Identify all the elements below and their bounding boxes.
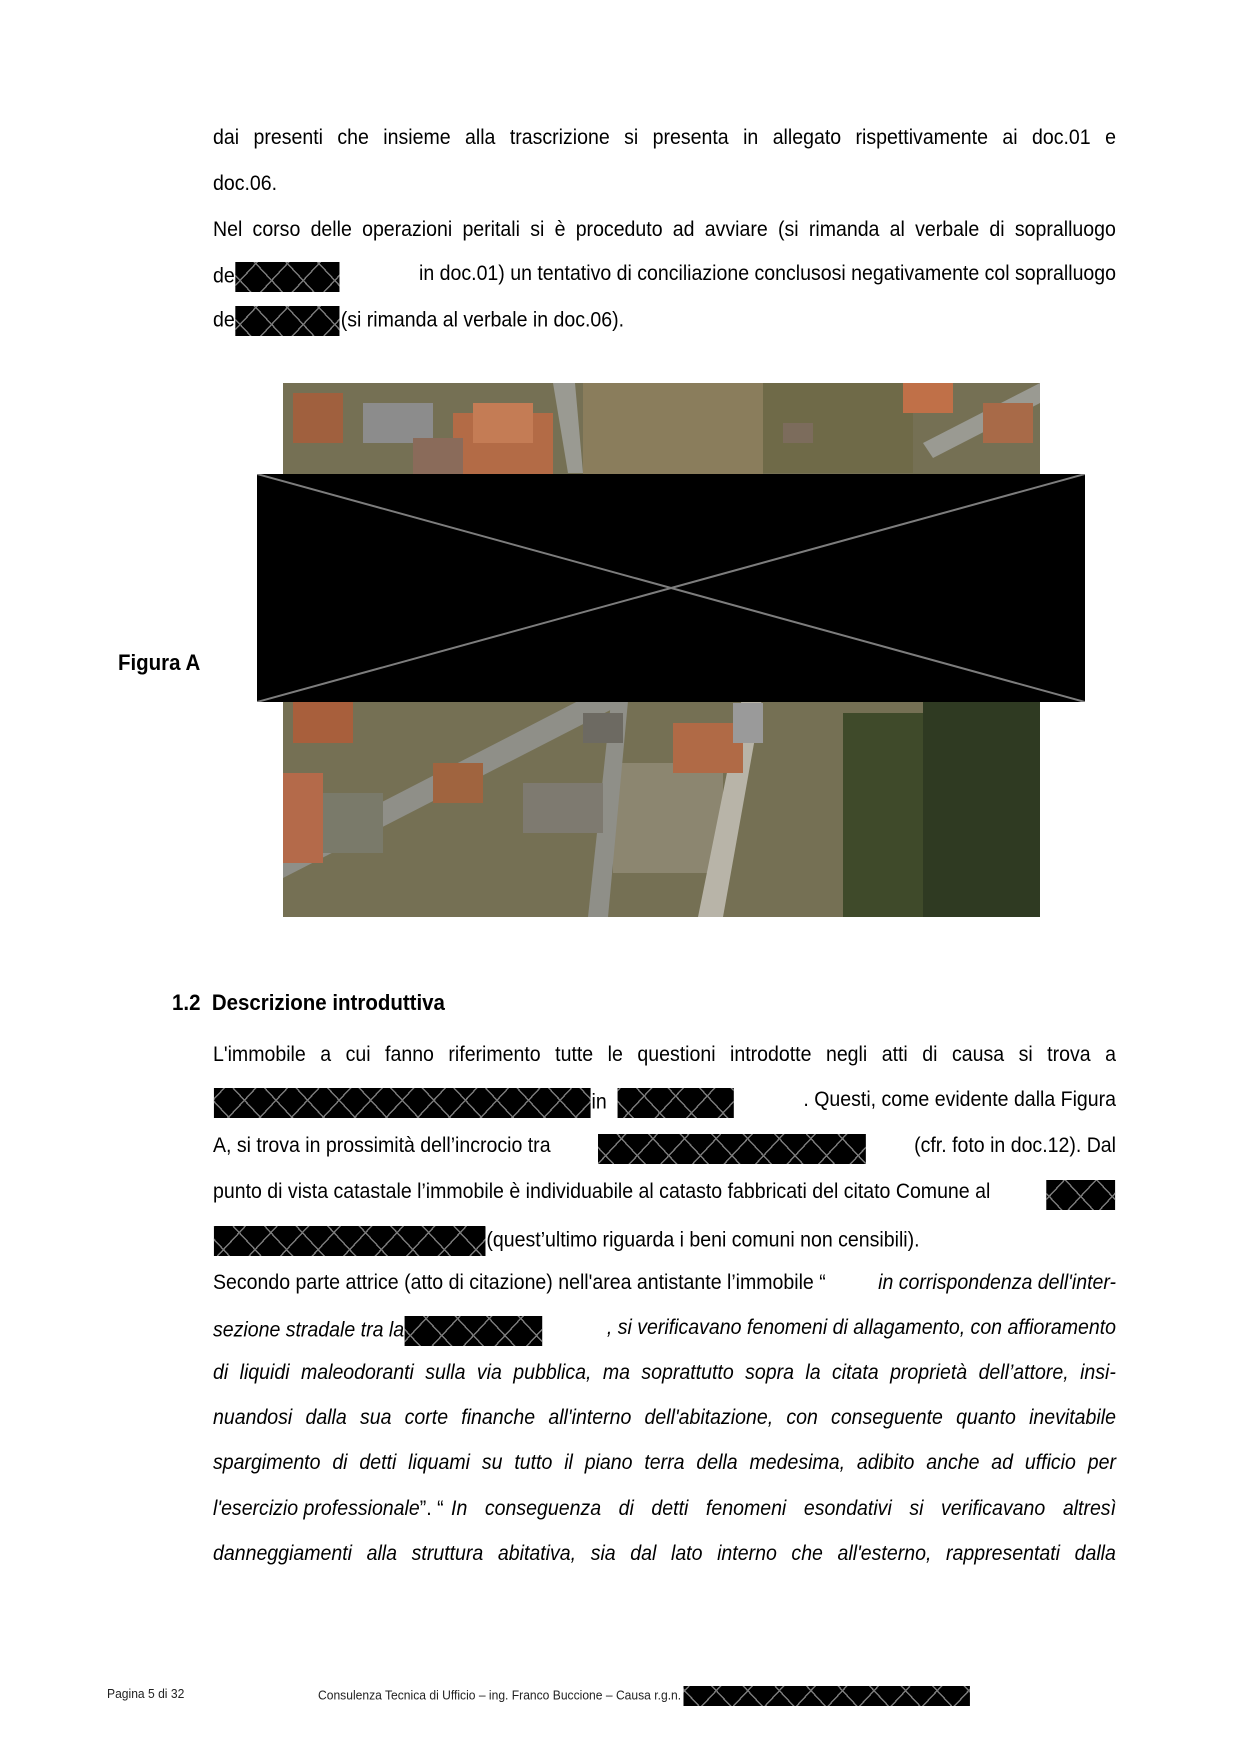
footer-title-text: Consulenza Tecnica di Ufficio – ing. Franco Buccione – Causa r.g.n. (318, 1687, 682, 1703)
word: finanche (461, 1406, 536, 1429)
word: piano (584, 1451, 633, 1474)
word: ai (1002, 126, 1018, 149)
word: anche (926, 1451, 980, 1474)
word: a (320, 1043, 332, 1066)
word: insieme (383, 126, 451, 149)
word: sopralluogo (1014, 218, 1116, 241)
figure-label: Figura A (118, 650, 201, 675)
redaction-block (598, 1134, 866, 1164)
redaction-block (214, 1226, 486, 1256)
text-fragment: , si verificavano fenomeni di allagamento, con affioramento (606, 1316, 1117, 1339)
word: L'immobile (213, 1043, 306, 1066)
body-line-8 (213, 1361, 1116, 1385)
word: si (530, 218, 545, 241)
redaction-block (684, 1686, 970, 1706)
body-line-1 (213, 1043, 1116, 1067)
word: ad (672, 218, 695, 241)
word: esondativi (803, 1497, 892, 1520)
word: corte (404, 1406, 449, 1429)
word: adibito (856, 1451, 915, 1474)
intro-line-4 (213, 262, 1116, 292)
word: rimanda (808, 218, 880, 241)
word: con (786, 1406, 818, 1429)
word: all'interno (548, 1406, 632, 1429)
word: conseguenza (484, 1497, 602, 1520)
word: altresì (1062, 1497, 1117, 1520)
word: alla (366, 1542, 398, 1565)
redaction-cross (257, 474, 1085, 702)
text-fragment: (cfr. foto in doc.12). Dal (914, 1134, 1117, 1157)
word: lato (670, 1542, 703, 1565)
intro-line-2: doc.06. (213, 172, 278, 195)
word: di (213, 1361, 229, 1384)
word: ad (991, 1451, 1014, 1474)
word: in (743, 126, 759, 149)
word: abitativa, (497, 1542, 577, 1565)
word: introdotte (730, 1043, 812, 1066)
word: a (1105, 1043, 1116, 1066)
intro-line-1 (213, 126, 1116, 150)
word: operazioni (362, 218, 453, 241)
word: di (922, 1043, 938, 1066)
word: nuandosi (213, 1406, 293, 1429)
word: causa (951, 1043, 1005, 1066)
word: all'esterno, (837, 1542, 932, 1565)
word: è (554, 218, 566, 241)
word: verbale (915, 218, 980, 241)
word: sopra (745, 1361, 794, 1384)
word: al (889, 218, 905, 241)
word: su (481, 1451, 503, 1474)
redaction-box (257, 474, 1085, 702)
word: dai (213, 126, 240, 149)
section-number: 1.2 (172, 990, 201, 1015)
word: allegato (772, 126, 842, 149)
word: rispettivamente (855, 126, 988, 149)
word: spargimento (213, 1451, 321, 1474)
word: che (337, 126, 369, 149)
redaction-block (214, 1088, 591, 1118)
word: si (1018, 1043, 1033, 1066)
text-fragment: de (213, 264, 235, 288)
word: presenta (652, 126, 729, 149)
word: tutto (514, 1451, 553, 1474)
body-line-2 (213, 1088, 1116, 1118)
text-fragment: Secondo parte attrice (atto di citazione) nell'area antistante l’immobile “ (213, 1271, 826, 1294)
word: si (624, 126, 639, 149)
body-line-4 (213, 1180, 1116, 1210)
word: che (791, 1542, 823, 1565)
text-fragment: punto di vista catastale l’immobile è individuabile al catasto fabbricati del citato Comune al (213, 1180, 991, 1203)
text-fragment: de (213, 308, 235, 332)
text-fragment: A, si trova in prossimità dell’incrocio tra (213, 1134, 551, 1157)
word: della (696, 1451, 738, 1474)
word: peritali (462, 218, 520, 241)
word: danneggiamenti (213, 1542, 352, 1565)
text-fragment: (si rimanda al verbale in doc.06). (340, 308, 625, 332)
word: di (618, 1497, 634, 1520)
body-line-7 (213, 1316, 1116, 1346)
word: corso (252, 218, 301, 241)
word: detti (359, 1451, 397, 1474)
word: inevitabile (1029, 1406, 1116, 1429)
word: e (1105, 126, 1116, 149)
footer-page-number: Pagina 5 di 32 (107, 1686, 185, 1701)
word: ufficio (1024, 1451, 1076, 1474)
word: maleodoranti (300, 1361, 414, 1384)
word: medesima, (749, 1451, 845, 1474)
word: sua (359, 1406, 392, 1429)
word: fenomeni (705, 1497, 787, 1520)
text-fragment: ”. “ (419, 1497, 444, 1520)
word: In (451, 1497, 468, 1520)
word: delle (310, 218, 352, 241)
word: riferimento (448, 1043, 541, 1066)
word: interno (717, 1542, 777, 1565)
word: liquidi (239, 1361, 290, 1384)
section-title: Descrizione introduttiva (211, 990, 445, 1015)
word: (si (777, 218, 799, 241)
body-line-11 (213, 1497, 1116, 1521)
redaction-block (1046, 1180, 1115, 1210)
word: di (989, 218, 1005, 241)
word: la (805, 1361, 821, 1384)
body-line-9 (213, 1406, 1116, 1430)
word: quanto (956, 1406, 1016, 1429)
word: dalla (305, 1406, 347, 1429)
word: fanno (385, 1043, 434, 1066)
quote-fragment: l'esercizio professionale (213, 1497, 420, 1520)
word: il (564, 1451, 573, 1474)
word: detti (651, 1497, 689, 1520)
word: tutte (555, 1043, 594, 1066)
intro-line-3 (213, 218, 1116, 242)
word: insi- (1080, 1361, 1116, 1384)
word: presenti (253, 126, 323, 149)
word: pubblica, (513, 1361, 592, 1384)
word: Nel (213, 218, 243, 241)
word: ma (602, 1361, 630, 1384)
quote-fragment: sezione stradale tra la (213, 1318, 405, 1342)
footer-title (318, 1686, 971, 1706)
redaction-block (236, 262, 340, 292)
word: soprattutto (641, 1361, 734, 1384)
section-heading (172, 990, 445, 1016)
word: dell’attore, (978, 1361, 1069, 1384)
body-line-10 (213, 1451, 1116, 1475)
word: proprietà (890, 1361, 968, 1384)
word: avviare (704, 218, 768, 241)
word: cui (345, 1043, 371, 1066)
body-line-3 (213, 1134, 1116, 1164)
word: rappresentati (945, 1542, 1060, 1565)
word: verificavano (941, 1497, 1046, 1520)
text-fragment: in doc.01) un tentativo di conciliazione conclusosi negativamente col sopralluogo (419, 262, 1117, 285)
word: alla (465, 126, 496, 149)
redaction-block (405, 1316, 543, 1346)
text-fragment: . Questi, come evidente dalla Figura (803, 1088, 1117, 1111)
word: dell'abitazione, (644, 1406, 774, 1429)
word: sia (590, 1542, 616, 1565)
word: trova (1047, 1043, 1091, 1066)
word: le (607, 1043, 623, 1066)
word: trascrizione (509, 126, 610, 149)
quote-fragment: in corrispondenza dell'inter- (878, 1271, 1117, 1294)
word: per (1087, 1451, 1116, 1474)
word: struttura (411, 1542, 484, 1565)
word: di (332, 1451, 348, 1474)
word: doc.01 (1032, 126, 1091, 149)
word: dal (630, 1542, 657, 1565)
word: proceduto (575, 218, 663, 241)
word: citata (831, 1361, 879, 1384)
body-line-5 (213, 1226, 920, 1256)
word: negli (825, 1043, 868, 1066)
intro-line-5 (213, 306, 624, 336)
word: questioni (637, 1043, 716, 1066)
text-fragment: in (591, 1090, 607, 1114)
redaction-block (618, 1088, 734, 1118)
text-fragment: (quest’ultimo riguarda i beni comuni non censibili). (486, 1228, 920, 1252)
word: terra (644, 1451, 685, 1474)
word: via (476, 1361, 502, 1384)
redaction-block (236, 306, 340, 336)
word: conseguente (831, 1406, 943, 1429)
word: sulla (425, 1361, 466, 1384)
word: atti (881, 1043, 908, 1066)
body-line-6 (213, 1271, 1116, 1295)
word: dalla (1074, 1542, 1116, 1565)
body-line-12 (213, 1542, 1116, 1566)
word: si (909, 1497, 924, 1520)
word: liquami (408, 1451, 471, 1474)
